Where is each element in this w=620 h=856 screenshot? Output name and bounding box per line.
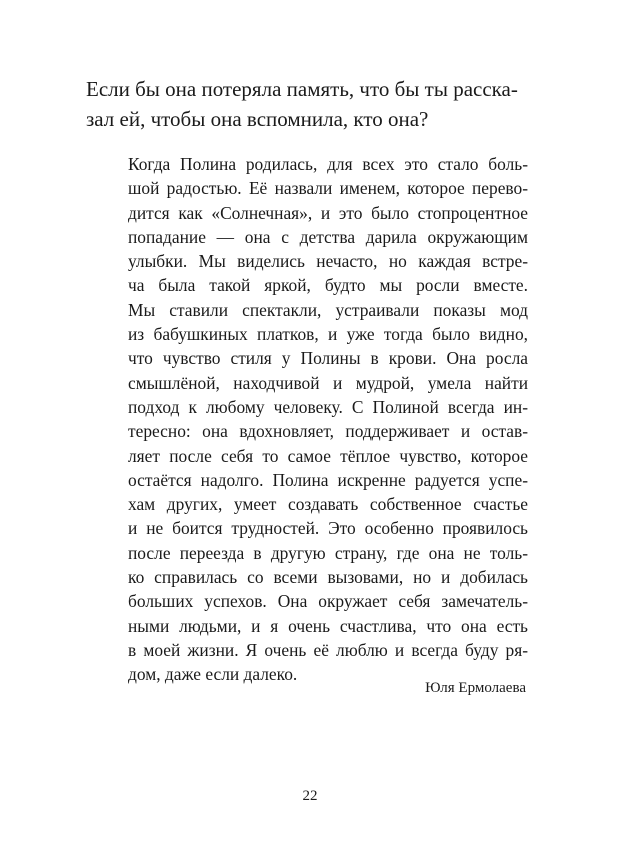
paragraph-line: смышлёной, находчивой и мудрой, умела найти <box>128 372 528 393</box>
paragraph-line: дится как «Солнечная», и это было стопроцентное <box>128 202 528 223</box>
paragraph-line: после переезда в другую страну, где она не толь- <box>128 542 528 563</box>
paragraph-line: и не боится трудностей. Это особенно проявилось <box>128 518 528 539</box>
paragraph-line: попадание — она с детства дарила окружающим <box>128 226 528 247</box>
paragraph-line: Когда Полина родилась, для всех это стало боль- <box>128 154 528 174</box>
paragraph-line: Мы ставили спектакли, устраивали показы мод <box>128 299 528 320</box>
paragraph-line: тересно: она вдохновляет, поддерживает и остав- <box>128 421 528 442</box>
paragraph-line: улыбки. Мы виделись нечасто, но каждая встре- <box>128 251 528 272</box>
author-signature: Юля Ермолаева <box>425 680 526 696</box>
paragraph-line: подход к любому человеку. С Полиной всегда ин- <box>128 396 528 417</box>
paragraph-line: дом, даже если далеко. <box>128 664 298 685</box>
paragraph-line: ко справилась со всеми вызовами, но и добилась <box>128 567 528 588</box>
paragraph-line: больших успехов. Она окружает себя замечатель- <box>128 591 528 612</box>
paragraph-line: шой радостью. Её назвали именем, которое перево- <box>128 178 528 199</box>
question-line: зал ей, чтобы она вспомнила, кто она? <box>86 107 429 131</box>
paragraph-line: что чувство стиля у Полины в крови. Она росла <box>128 348 528 369</box>
paragraph-line: ча была такой яркой, будто мы росли вместе. <box>128 275 528 296</box>
paragraph-line: ляет после себя то самое тёплое чувство, которое <box>128 445 528 466</box>
page-number: 22 <box>302 788 318 804</box>
paragraph-line: хам других, умеет создавать собственное счастье <box>128 494 528 515</box>
question-heading <box>86 74 534 134</box>
paragraph-line: из бабушкиных платков, и уже тогда было видно, <box>128 324 528 345</box>
paragraph-line: в моей жизни. Я очень её люблю и всегда буду ря- <box>128 639 528 660</box>
answer-paragraph <box>128 152 528 687</box>
paragraph-line: остаётся надолго. Полина искренне радуется успе- <box>128 469 528 490</box>
question-line: Если бы она потеряла память, что бы ты расска- <box>86 77 518 101</box>
paragraph-line: ными людьми, и я очень счастлива, что она есть <box>128 615 528 636</box>
